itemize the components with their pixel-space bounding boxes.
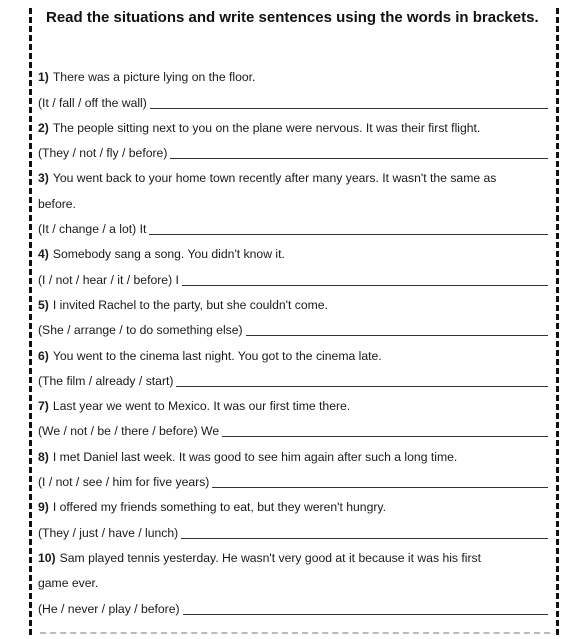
situation-line xyxy=(38,113,552,138)
exercise-item xyxy=(38,62,552,113)
answer-blank[interactable] xyxy=(222,435,548,437)
situation-line xyxy=(38,441,552,466)
item-number: 7) xyxy=(38,399,49,414)
item-number: 10) xyxy=(38,550,56,565)
exercise-item xyxy=(38,391,552,442)
prompt-words: (It / fall / off the wall) xyxy=(38,95,147,110)
prompt-words: (They / just / have / lunch) xyxy=(38,525,179,540)
item-number: 6) xyxy=(38,348,49,363)
prompt-words: (The film / already / start) xyxy=(38,373,174,388)
item-number: 2) xyxy=(38,120,49,135)
situation-line xyxy=(38,568,552,593)
answer-blank[interactable] xyxy=(183,613,548,615)
prompt-words: (It / change / a lot) It xyxy=(38,222,147,237)
situation-text: Last year we went to Mexico. It was our first time there. xyxy=(52,399,351,414)
situation-text: game ever. xyxy=(38,576,99,591)
answer-line xyxy=(38,315,548,340)
left-dashed-border xyxy=(29,8,32,635)
item-number: 1) xyxy=(38,70,49,85)
situation-text: before. xyxy=(38,196,76,211)
situation-text: The people sitting next to you on the plane were nervous. It was their first flight. xyxy=(52,120,481,135)
item-number: 3) xyxy=(38,171,49,186)
exercise-item xyxy=(38,441,552,492)
exercise-item xyxy=(38,113,552,164)
prompt-words: (They / not / fly / before) xyxy=(38,146,168,161)
situation-line xyxy=(38,163,552,188)
exercise-item xyxy=(38,163,552,239)
answer-line xyxy=(38,366,548,391)
worksheet-heading: Read the situations and write sentences using the words in brackets. xyxy=(46,9,539,26)
exercise-item xyxy=(38,543,552,619)
situation-line xyxy=(38,492,552,517)
situation-text: Somebody sang a song. You didn't know it. xyxy=(52,247,285,262)
answer-line xyxy=(38,593,548,618)
item-number: 4) xyxy=(38,247,49,262)
item-number: 9) xyxy=(38,500,49,515)
answer-blank[interactable] xyxy=(176,385,548,387)
exercise-item xyxy=(38,492,552,543)
situation-line xyxy=(38,188,552,213)
exercise-item xyxy=(38,290,552,341)
exercise-item xyxy=(38,340,552,391)
situation-line xyxy=(38,239,552,264)
answer-blank[interactable] xyxy=(181,537,548,539)
answer-line xyxy=(38,517,548,542)
prompt-words: (He / never / play / before) xyxy=(38,601,180,616)
right-dashed-border xyxy=(556,8,559,635)
situation-line xyxy=(38,62,552,87)
prompt-words: (I / not / hear / it / before) I xyxy=(38,272,179,287)
situation-text: You went back to your home town recently after many years. It wasn't the same as xyxy=(52,171,497,186)
prompt-words: (We / not / be / there / before) We xyxy=(38,424,220,439)
situation-text: I offered my friends something to eat, but they weren't hungry. xyxy=(52,500,386,515)
exercise-list xyxy=(38,62,552,619)
answer-line xyxy=(38,138,548,163)
answer-line xyxy=(38,214,548,239)
answer-blank[interactable] xyxy=(170,157,548,159)
exercise-item xyxy=(38,239,552,290)
situation-text: Sam played tennis yesterday. He wasn't very good at it because it was his first xyxy=(59,550,482,565)
answer-blank[interactable] xyxy=(212,486,548,488)
situation-text: I met Daniel last week. It was good to see him again after such a long time. xyxy=(52,449,458,464)
situation-line xyxy=(38,340,552,365)
answer-line xyxy=(38,416,548,441)
prompt-words: (She / arrange / to do something else) xyxy=(38,323,243,338)
bottom-dashed-border xyxy=(40,632,550,634)
answer-blank[interactable] xyxy=(149,233,548,235)
answer-line xyxy=(38,264,548,289)
item-number: 5) xyxy=(38,297,49,312)
prompt-words: (I / not / see / him for five years) xyxy=(38,475,210,490)
item-number: 8) xyxy=(38,449,49,464)
situation-line xyxy=(38,391,552,416)
situation-line xyxy=(38,290,552,315)
answer-blank[interactable] xyxy=(246,334,548,336)
situation-text: There was a picture lying on the floor. xyxy=(52,70,256,85)
situation-text: I invited Rachel to the party, but she couldn't come. xyxy=(52,297,328,312)
situation-text: You went to the cinema last night. You got to the cinema late. xyxy=(52,348,382,363)
answer-line xyxy=(38,87,548,112)
answer-blank[interactable] xyxy=(150,107,548,109)
answer-blank[interactable] xyxy=(182,284,548,286)
answer-line xyxy=(38,467,548,492)
situation-line xyxy=(38,543,552,568)
